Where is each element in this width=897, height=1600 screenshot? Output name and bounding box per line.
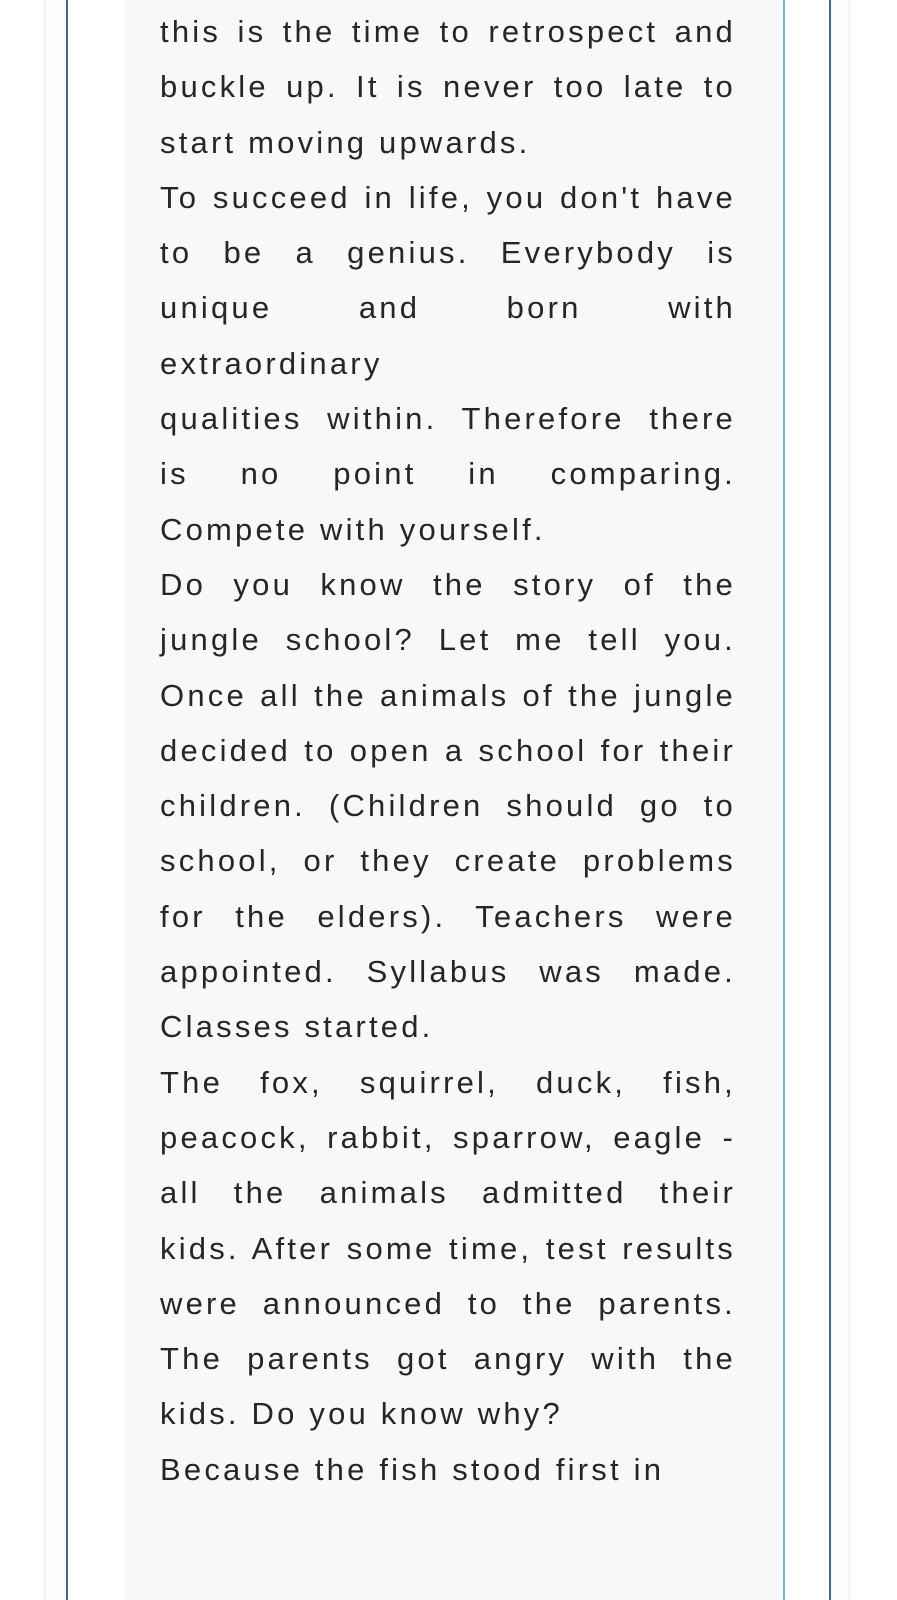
paragraph-animals: The fox, squirrel, duck, fish, peacock, rabbit, sparrow, eagle - all the animals admitted their kids. After some time, test results were announced to the parents. The parents got angry with the kids. Do you know why? [160,1064,736,1432]
paragraph-retrospect: this is the time to retrospect and buckle up. It is never too late to start moving upwards. [160,14,736,160]
paragraph-compete: qualities within. Therefore there is no point in comparing. Compete with yourself. [160,401,736,547]
article-body [160,4,736,1497]
paragraph-jungle-school: Do you know the story of the jungle school? Let me tell you. Once all the animals of the jungle decided to open a school for their children. (Children should go to school, or they create problems for the elders). Teachers were appointed. Syllabus was made. Classes started. [160,566,736,1045]
paragraph-fish: Because the fish stood first in [160,1451,665,1487]
paragraph-genius: To succeed in life, you don't have to be a genius. Everybody is unique and born with extraordinary [160,179,736,381]
